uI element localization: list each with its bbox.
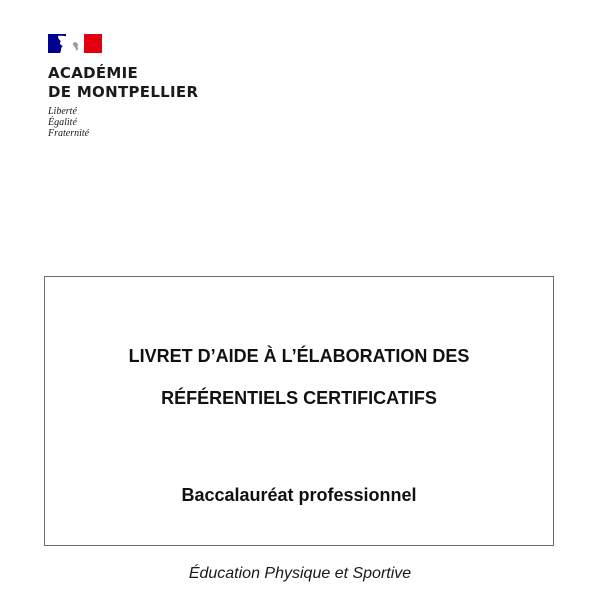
marianne-flag-icon xyxy=(48,34,102,53)
document-title-line-2: RÉFÉRENTIELS CERTIFICATIFS xyxy=(161,388,437,408)
republic-motto xyxy=(48,106,288,139)
document-title-line-1: LIVRET D’AIDE À L’ÉLABORATION DES xyxy=(128,346,470,366)
title-frame xyxy=(44,276,554,546)
institution-line-1: ACADÉMIE xyxy=(48,64,139,82)
motto-fraternite: Fraternité xyxy=(48,128,90,139)
document-subtitle: Baccalauréat professionnel xyxy=(181,485,417,505)
institution-line-2: DE MONTPELLIER xyxy=(48,83,199,101)
discipline-label: Éducation Physique et Sportive xyxy=(188,565,412,582)
academie-logo xyxy=(48,34,288,139)
motto-egalite: Égalité xyxy=(48,117,77,128)
motto-liberte: Liberté xyxy=(48,106,77,117)
institution-name xyxy=(48,64,288,102)
document-title xyxy=(45,335,553,419)
